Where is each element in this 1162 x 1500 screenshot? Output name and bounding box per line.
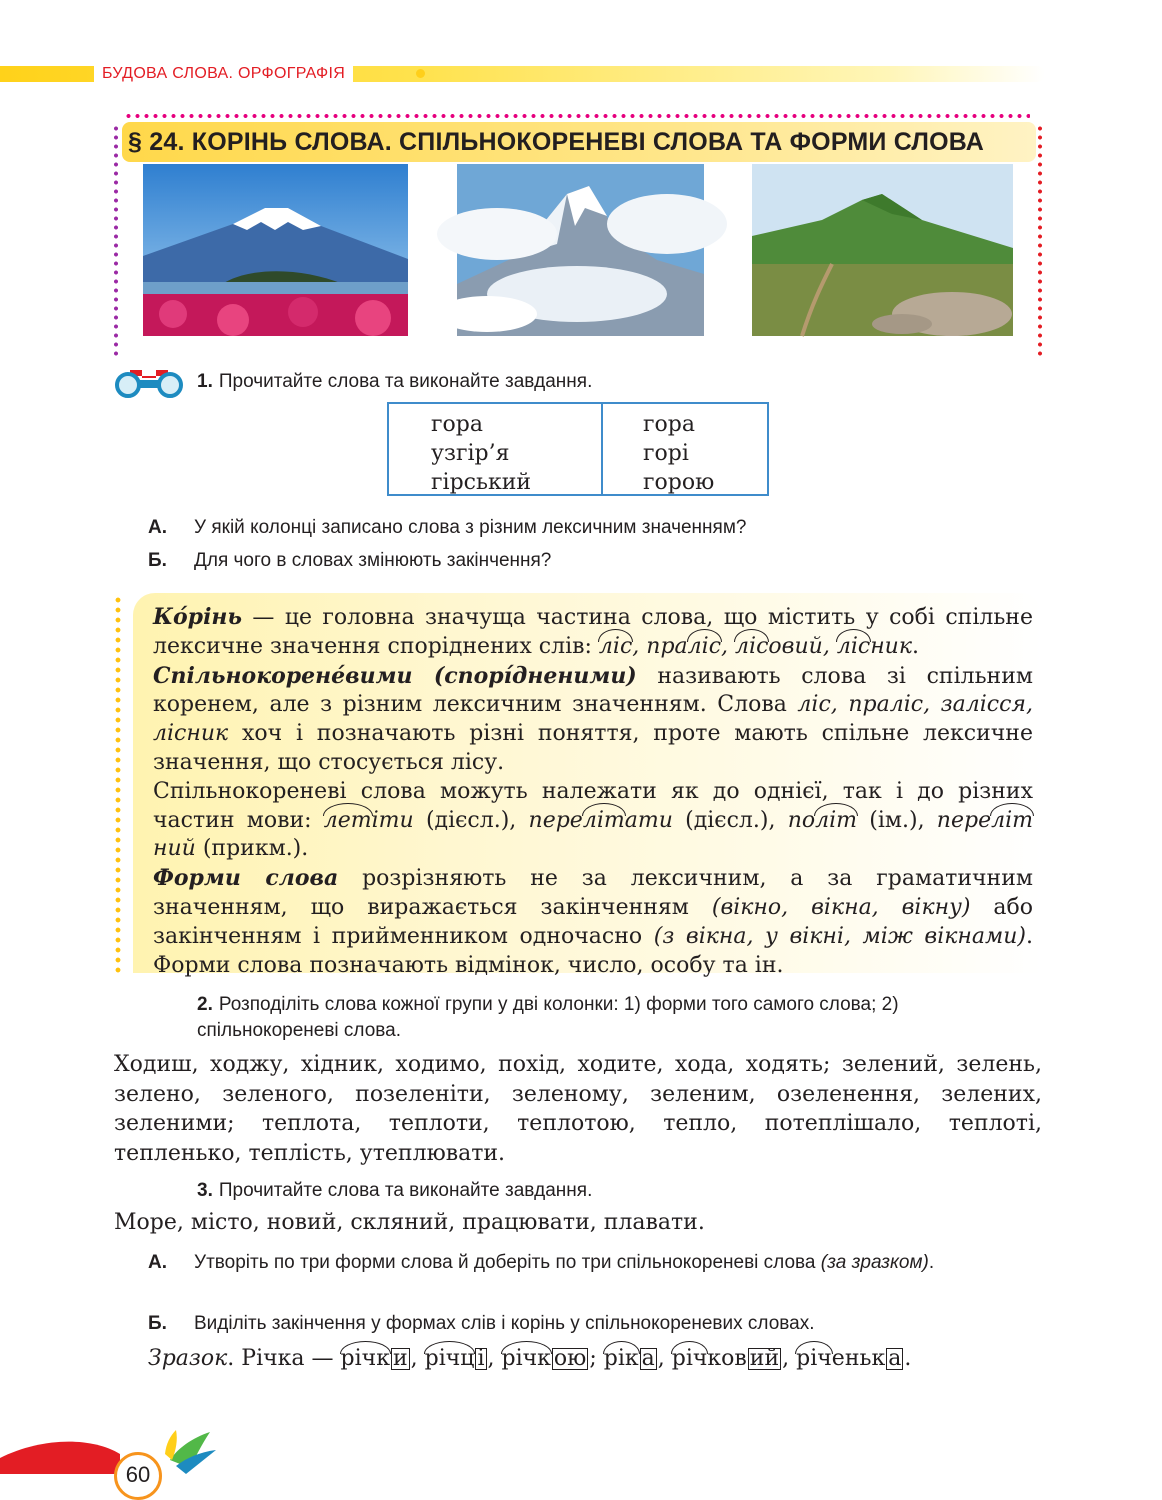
rule-text-span: . Форми слова позначають відмінок, число, особу та ін. [153, 923, 1033, 978]
table-cell: гора [431, 412, 483, 437]
table-cell: горі [643, 441, 689, 466]
question-letter: Б. [148, 550, 167, 571]
prefix: пере [936, 807, 992, 833]
task-text: Прочитайте слова та виконайте завдання. [218, 371, 593, 392]
root-arc: літ [815, 807, 857, 836]
ending-box: а [641, 1346, 655, 1371]
suffix: ков [707, 1346, 747, 1371]
task-1 [197, 369, 592, 395]
root-arc: річ [796, 1346, 832, 1371]
sample-label: Зразок [148, 1346, 228, 1371]
example-words: (вікно, вікна, вікну) [711, 894, 971, 920]
photo-peak [457, 164, 704, 336]
root-arc: річ [671, 1346, 708, 1371]
table-cell: гірський [431, 470, 532, 495]
task-3-question-b [148, 1311, 815, 1337]
rule-paragraph-parts [153, 778, 1033, 864]
task-3 [197, 1178, 592, 1204]
paragraph-title: § 24. КОРІНЬ СЛОВА. СПІЛЬНОКОРЕНЕВІ СЛОВА ТА ФОРМИ СЛОВА [128, 128, 984, 156]
root-arc: ліс [735, 633, 768, 662]
question-text: У якій колонці записано слова з різним лексичним значенням? [194, 517, 747, 538]
ending-box: ий [749, 1346, 780, 1371]
root-arc: ліс [599, 633, 632, 662]
example-words: ліс, праліс, залісся, лісник [153, 692, 1033, 747]
task-3-words: Море, місто, новий, скляний, працювати, плавати. [114, 1210, 705, 1235]
term-forms: Форми слова [153, 865, 339, 892]
ending-box: а [888, 1346, 902, 1371]
question-text: Виділіть закінчення у формах слів і корінь у спільнокореневих словах. [194, 1313, 815, 1334]
root-arc: річц [424, 1346, 475, 1371]
rule-text-span: (дієсл.), [413, 807, 529, 833]
table-cell: горою [643, 470, 715, 495]
suffix: еньк [831, 1346, 886, 1371]
table-cell: узгір’я [431, 441, 510, 466]
rule-dots [115, 595, 121, 975]
sample-line: Зразок. Річка — річк и , річц і , річк ою ; рік а , річков ий , річеньк а . [148, 1346, 912, 1371]
table-divider [601, 404, 603, 494]
photo-fuji [143, 164, 408, 336]
rule-text-span: називають слова зі спільним коренем, але з різним лексичним значенням. Слова [153, 663, 1033, 718]
suffix: іти [371, 807, 414, 833]
question-letter: А. [148, 1252, 167, 1273]
table-cell: гора [643, 412, 695, 437]
suffix: ати [624, 807, 673, 833]
task-text: Розподіліть слова кожної групи у дві колонки: 1) форми того самого слова; 2) спільнокореневі слова. [197, 994, 899, 1041]
root-arc: ліс [837, 633, 870, 662]
prefix: пра [646, 633, 688, 659]
rule-text-span: або закінченням і прийменником одночасно [153, 894, 1033, 949]
term-root: Ко́рінь [153, 604, 242, 630]
ending-box: і [477, 1346, 485, 1371]
question-text: Утворіть по три форми слова й доберіть по три спільнокореневі слова [194, 1252, 821, 1273]
rule-text [153, 603, 1033, 980]
page-number: 60 [125, 1462, 151, 1487]
suffix: ник [870, 633, 912, 659]
section-header: БУДОВА СЛОВА. ОРФОГРАФІЯ [94, 63, 353, 85]
rule-text-span: (прикм.). [195, 836, 309, 862]
root-arc: лет [324, 807, 372, 836]
ending-box: и [392, 1346, 408, 1371]
words-table [387, 402, 769, 496]
root-arc: літ [991, 807, 1033, 836]
photo-green-mountain [752, 164, 1013, 336]
task-1-question-b [148, 548, 551, 574]
table-left-column [431, 410, 531, 497]
question-letter: Б. [148, 1313, 167, 1334]
rule-paragraph-forms [153, 864, 1033, 980]
question-letter: А. [148, 517, 167, 538]
header-dot [416, 69, 425, 78]
sample-word: Річка — [241, 1346, 341, 1371]
root-arc: річк [340, 1346, 390, 1371]
root-arc: річк [501, 1346, 551, 1371]
suffix: овий [768, 633, 823, 659]
question-note: (за зразком) [820, 1252, 929, 1273]
task-1-question-a [148, 515, 746, 541]
rule-text-span: розрізняють не за лексичним, а за граматичним значенням, що виражається закінченням [153, 866, 1033, 920]
rule-text-span: — це головна значуща частина слова, що містить у собі спільне лексичне значення споріднених слів: [153, 605, 1033, 659]
root-arc: рік [603, 1346, 639, 1371]
task-2 [197, 992, 1007, 1044]
prefix: пере [528, 807, 583, 833]
prefix: по [787, 807, 816, 833]
rule-text-span: Спільнокореневі слова можуть належати як до однієї, так і до різних частин мови: [153, 778, 1033, 833]
term-cognates: Спільнокорене́вими (спорі́дненими) [153, 662, 637, 689]
root-arc: літ [583, 807, 625, 836]
task-number: 3. [197, 1180, 213, 1201]
task-number: 1. [197, 371, 213, 392]
task-3-question-a: А. Утворіть по три форми слова й доберіть по три спільнокореневі слова (за зразком). [148, 1250, 978, 1276]
binoculars-icon [112, 366, 186, 398]
rule-text-span: (ім.), [857, 807, 937, 833]
example-words: (з вікна, у вікні, між вікнами) [653, 923, 1026, 949]
table-right-column [643, 410, 714, 497]
task-text: Прочитайте слова та виконайте завдання. [218, 1180, 593, 1201]
task-number: 2. [197, 994, 213, 1015]
question-text: Для чого в словах змінюють закінчення? [194, 550, 552, 571]
rule-paragraph-root: Ко́рінь — це головна значуща частина слова, що містить у собі спільне лексичне значення споріднених слів: ліс, праліс, лісовий, лісник. [153, 603, 1033, 662]
rule-text-span: (дієсл.), [672, 807, 788, 833]
root-arc: ліс [688, 633, 721, 662]
task-2-words: Ходиш, ходжу, хідник, ходимо, похід, ходите, хода, ходять; зелений, зелень, зелено, зеленого, позеленіти, зеленому, зеленим, озеленення, зелених, зеленими; теплота, теплоти, теплотою, тепло, потеплішало, теплоті, тепленько, теплість, утеплювати. [114, 1052, 1042, 1166]
rule-text-span: хоч і позначають різні поняття, проте мають спільне лексичне значення, що стосується лісу. [153, 721, 1033, 775]
ending-box: ою [553, 1346, 587, 1371]
suffix: ний [153, 836, 196, 862]
page-number-badge [114, 1452, 166, 1487]
rule-paragraph-cognates [153, 662, 1033, 778]
